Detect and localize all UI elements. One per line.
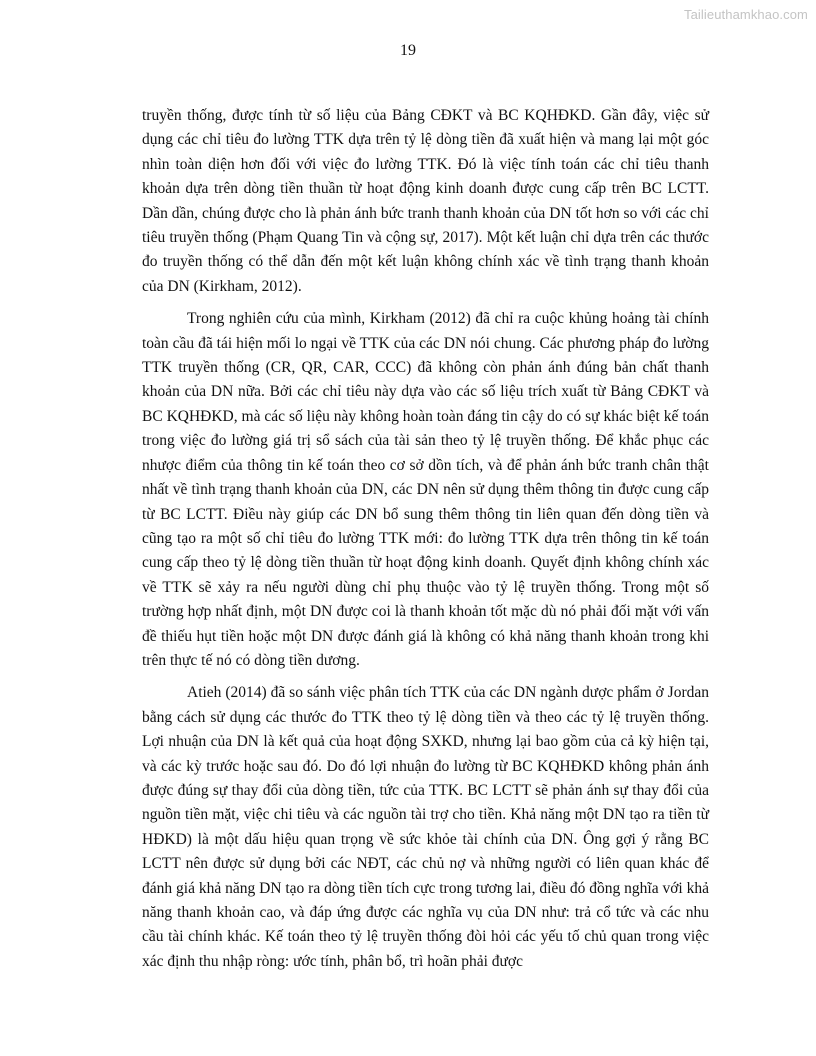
paragraph-kirkham: Trong nghiên cứu của mình, Kirkham (2012) đã chỉ ra cuộc khủng hoảng tài chính toàn cầu đã tái hiện mối lo ngại về TTK của các DN nói chung. Các phương pháp đo lường TTK truyền thống (CR, QR, CAR, CCC) đã không còn phản ánh đúng bản chất thanh khoản của DN nữa. Bởi các chỉ tiêu này dựa vào các số liệu trích xuất từ Bảng CĐKT và BC KQHĐKD, mà các số liệu này không hoàn toàn đáng tin cậy do có sự khác biệt kế toán trong việc đo lường giá trị sổ sách của tài sản theo tỷ lệ truyền thống. Để khắc phục các nhược điểm của thông tin kế toán theo cơ sở dồn tích, và để phản ánh bức tranh chân thật nhất về tình trạng thanh khoản của DN, các DN nên sử dụng thêm thông tin được cung cấp từ BC LCTT. Điều này giúp các DN bổ sung thêm thông tin liên quan đến dòng tiền và cũng tạo ra một số chỉ tiêu đo lường TTK mới: đo lường TTK dựa trên thông tin kế toán cung cấp theo tỷ lệ dòng tiền thuần từ hoạt động kinh doanh. Quyết định không chính xác về TTK sẽ xảy ra nếu người dùng chỉ phụ thuộc vào tỷ lệ truyền thống. Trong một số trường hợp nhất định, một DN được coi là thanh khoản tốt mặc dù nó phải đối mặt với vấn đề thiếu hụt tiền hoặc một DN được đánh giá là không có khả năng thanh khoản trong khi trên thực tế nó có dòng tiền dương. xyxy=(142,310,709,669)
document-body xyxy=(142,104,709,982)
page-number: 19 xyxy=(400,42,416,59)
paragraph-atieh: Atieh (2014) đã so sánh việc phân tích TTK của các DN ngành dược phẩm ở Jordan bằng cách sử dụng các thước đo TTK theo tỷ lệ dòng tiền và theo các tỷ lệ truyền thống. Lợi nhuận của DN là kết quả của hoạt động SXKD, nhưng lại bao gồm của cả kỳ hiện tại, và các kỳ trước hoặc sau đó. Do đó lợi nhuận đo lường từ BC KQHĐKD không phản ánh được đúng sự thay đổi của dòng tiền, tức của TTK. BC LCTT sẽ phản ánh sự thay đổi của nguồn tiền mặt, việc chi tiêu và các nguồn tài trợ cho tiền. Khả năng một DN tạo ra tiền từ HĐKD) là một dấu hiệu quan trọng về sức khỏe tài chính của DN. Ông gợi ý rằng BC LCTT nên được sử dụng bởi các NĐT, các chủ nợ và những người có liên quan khác để đánh giá khả năng DN tạo ra dòng tiền tích cực trong tương lai, điều đó đồng nghĩa với khả năng thanh khoản cao, và đáp ứng được các nghĩa vụ của DN như: trả cổ tức và các nhu cầu tài chính khác. Kế toán theo tỷ lệ truyền thống đòi hỏi các yếu tố chủ quan trong việc xác định thu nhập ròng: ước tính, phân bổ, trì hoãn phải được xyxy=(142,684,709,970)
paragraph-continued: truyền thống, được tính từ số liệu của Bảng CĐKT và BC KQHĐKD. Gần đây, việc sử dụng các chỉ tiêu đo lường TTK dựa trên tỷ lệ dòng tiền đã xuất hiện và mang lại một góc nhìn toàn diện hơn đối với việc đo lường TTK. Đó là việc tính toán các chỉ tiêu thanh khoản dựa trên dòng tiền thuần từ hoạt động kinh doanh được cung cấp trên BC LCTT. Dần dần, chúng được cho là phản ánh bức tranh thanh khoản của DN tốt hơn so với các chỉ tiêu truyền thống (Phạm Quang Tin và cộng sự, 2017). Một kết luận chỉ dựa trên các thước đo truyền thống có thể dẫn đến một kết luận không chính xác về tình trạng thanh khoản của DN (Kirkham, 2012). xyxy=(142,107,709,295)
watermark: Tailieuthamkhao.com xyxy=(683,7,808,22)
